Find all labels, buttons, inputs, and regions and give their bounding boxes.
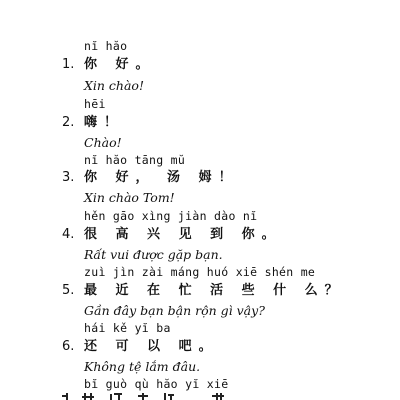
vietnamese-translation: Rất vui được gặp bạn. xyxy=(84,247,223,262)
chinese-sentence: 嗨！ xyxy=(84,115,125,130)
chinese-sentence: 你 好， 汤 姆！ xyxy=(84,170,239,185)
pinyin-line: nĭ hăo xyxy=(84,39,128,53)
item-number: 2. xyxy=(62,115,75,130)
pinyin-line: hái kě yĭ ba xyxy=(84,321,171,335)
vietnamese-translation: Gần đây bạn bận rộn gì vậy? xyxy=(84,303,265,318)
cropped-text-row xyxy=(62,393,262,400)
item-number: 4. xyxy=(62,227,75,242)
chinese-sentence: 很 高 兴 见 到 你。 xyxy=(84,227,282,242)
vietnamese-translation: Chào! xyxy=(84,135,122,150)
vietnamese-translation: Xin chào Tom! xyxy=(84,190,175,205)
chinese-sentence: 最 近 在 忙 活 些 什 么？ xyxy=(84,283,345,298)
pinyin-line: bĭ guò qù hăo yĭ xiē xyxy=(84,377,229,391)
pinyin-line: nĭ hăo tāng mŭ xyxy=(84,153,186,167)
item-number: 3. xyxy=(62,170,75,185)
pinyin-line: hěn gāo xìng jiàn dào nĭ xyxy=(84,209,258,223)
item-number: 5. xyxy=(62,283,75,298)
chinese-sentence: 还 可 以 吧。 xyxy=(84,339,219,354)
vietnamese-translation: Không tệ lắm đâu. xyxy=(84,359,201,374)
item-number: 1. xyxy=(62,57,75,72)
pinyin-line: hēi xyxy=(84,97,106,111)
pinyin-line: zuì jìn zài máng huó xiē shén me xyxy=(84,265,316,279)
chinese-sentence: 你 好。 xyxy=(84,57,156,72)
item-number: 6. xyxy=(62,339,75,354)
vietnamese-translation: Xin chào! xyxy=(84,78,144,93)
